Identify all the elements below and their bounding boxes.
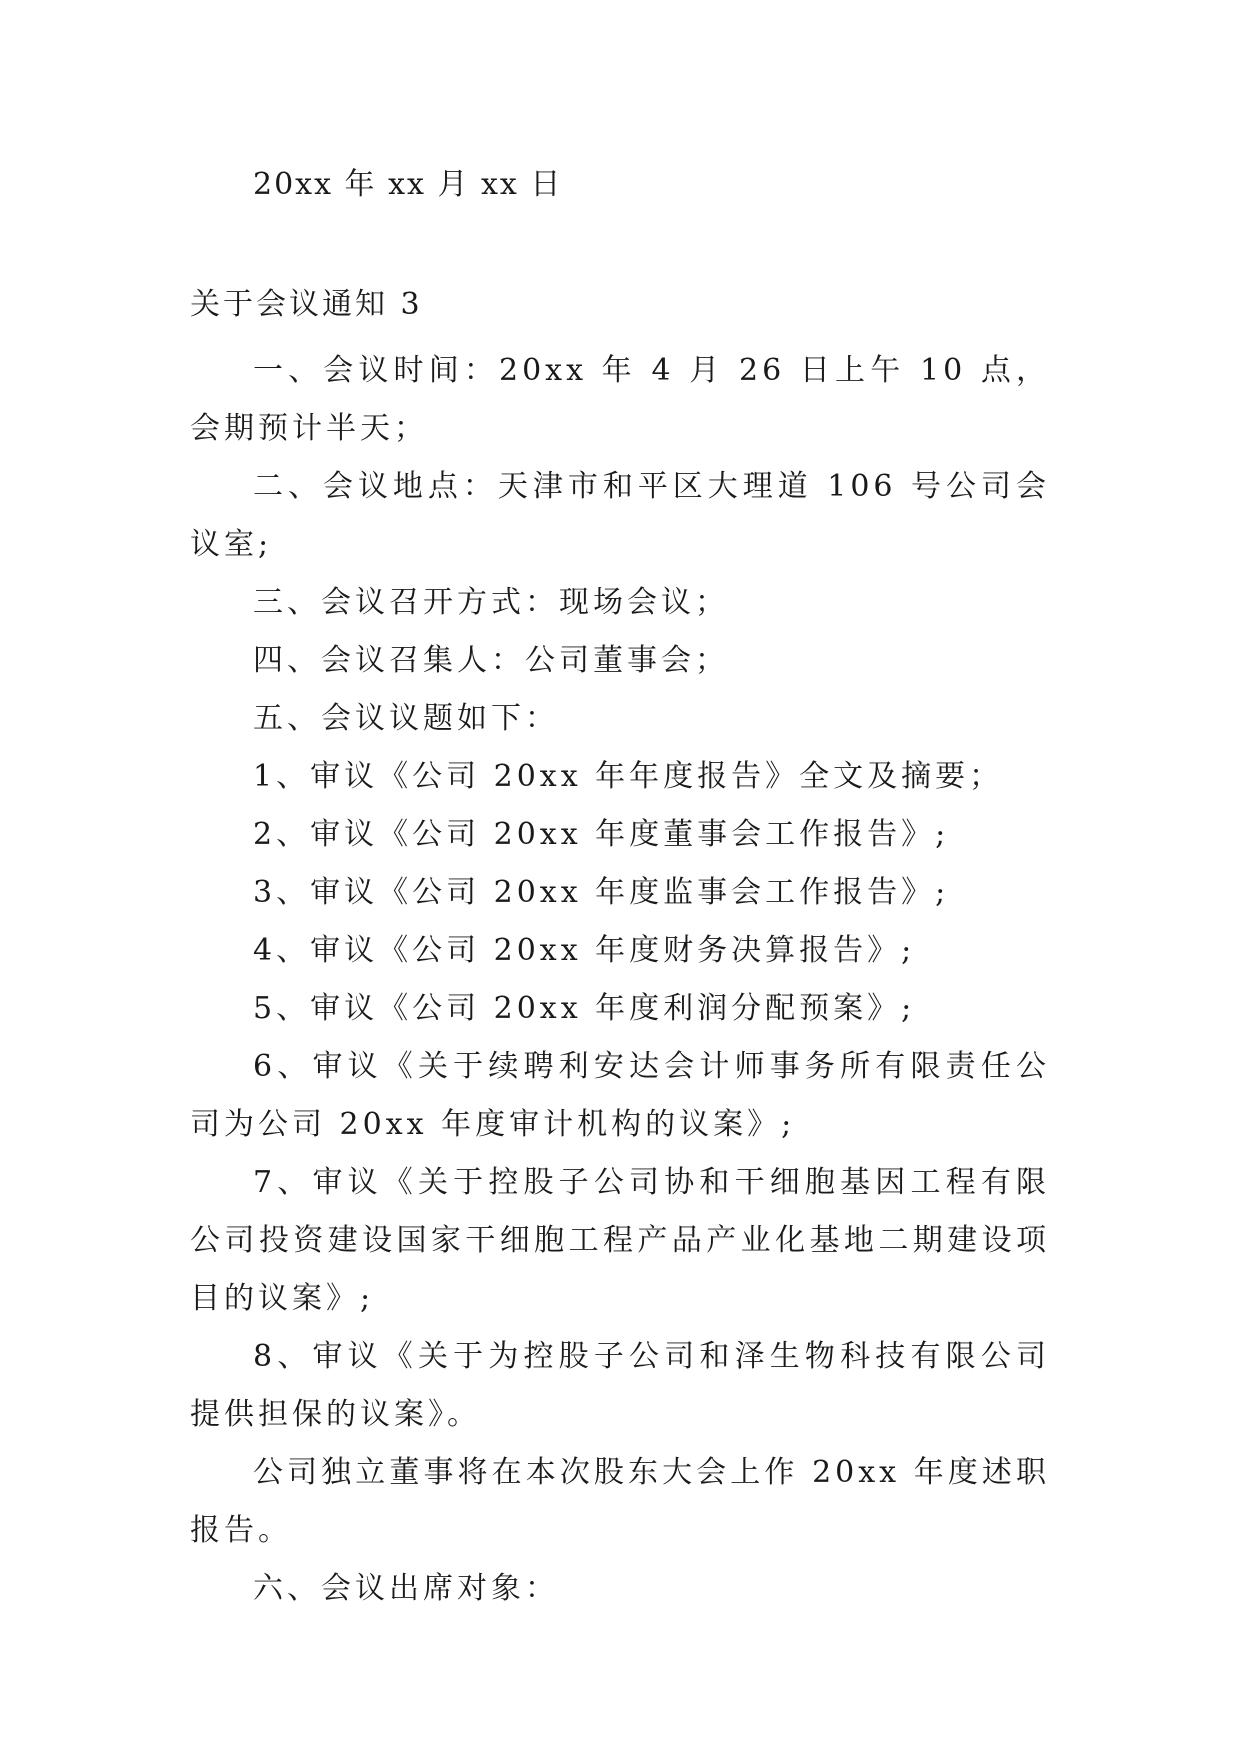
- paragraph-agenda-item-5: 5、审议《公司 20xx 年度利润分配预案》;: [253, 991, 916, 1026]
- paragraph-independent-directors: 公司独立董事将在本次股东大会上作 20xx 年度述职报告。: [190, 1455, 1050, 1548]
- paragraph-attendees-heading: 六、会议出席对象：: [253, 1571, 559, 1606]
- date-line: 20xx 年 xx 月 xx 日: [253, 167, 563, 202]
- notice-title: 关于会议通知 3: [190, 287, 423, 322]
- paragraph-agenda-item-2: 2、审议《公司 20xx 年度董事会工作报告》;: [253, 817, 950, 852]
- paragraph-meeting-location: 二、会议地点：天津市和平区大理道 106 号公司会议室;: [190, 469, 1050, 562]
- paragraph-agenda-item-3: 3、审议《公司 20xx 年度监事会工作报告》;: [253, 875, 950, 910]
- paragraph-agenda-heading: 五、会议议题如下：: [253, 701, 559, 736]
- paragraph-meeting-time: 一、会议时间：20xx 年 4 月 26 日上午 10 点，会期预计半天；: [190, 353, 1050, 446]
- paragraph-agenda-item-8: 8、审议《关于为控股子公司和泽生物科技有限公司提供担保的议案》。: [190, 1339, 1050, 1432]
- paragraph-meeting-convener: 四、会议召集人：公司董事会；: [253, 643, 729, 678]
- notice-body: [190, 342, 1050, 1618]
- paragraph-agenda-item-1: 1、审议《公司 20xx 年年度报告》全文及摘要；: [253, 759, 1004, 794]
- paragraph-agenda-item-4: 4、审议《公司 20xx 年度财务决算报告》;: [253, 933, 916, 968]
- paragraph-agenda-item-6: 6、审议《关于续聘利安达会计师事务所有限责任公司为公司 20xx 年度审计机构的议案》;: [190, 1049, 1050, 1142]
- paragraph-meeting-method: 三、会议召开方式：现场会议；: [253, 585, 729, 620]
- paragraph-agenda-item-7: 7、审议《关于控股子公司协和干细胞基因工程有限公司投资建设国家干细胞工程产品产业化基地二期建设项目的议案》;: [190, 1165, 1050, 1316]
